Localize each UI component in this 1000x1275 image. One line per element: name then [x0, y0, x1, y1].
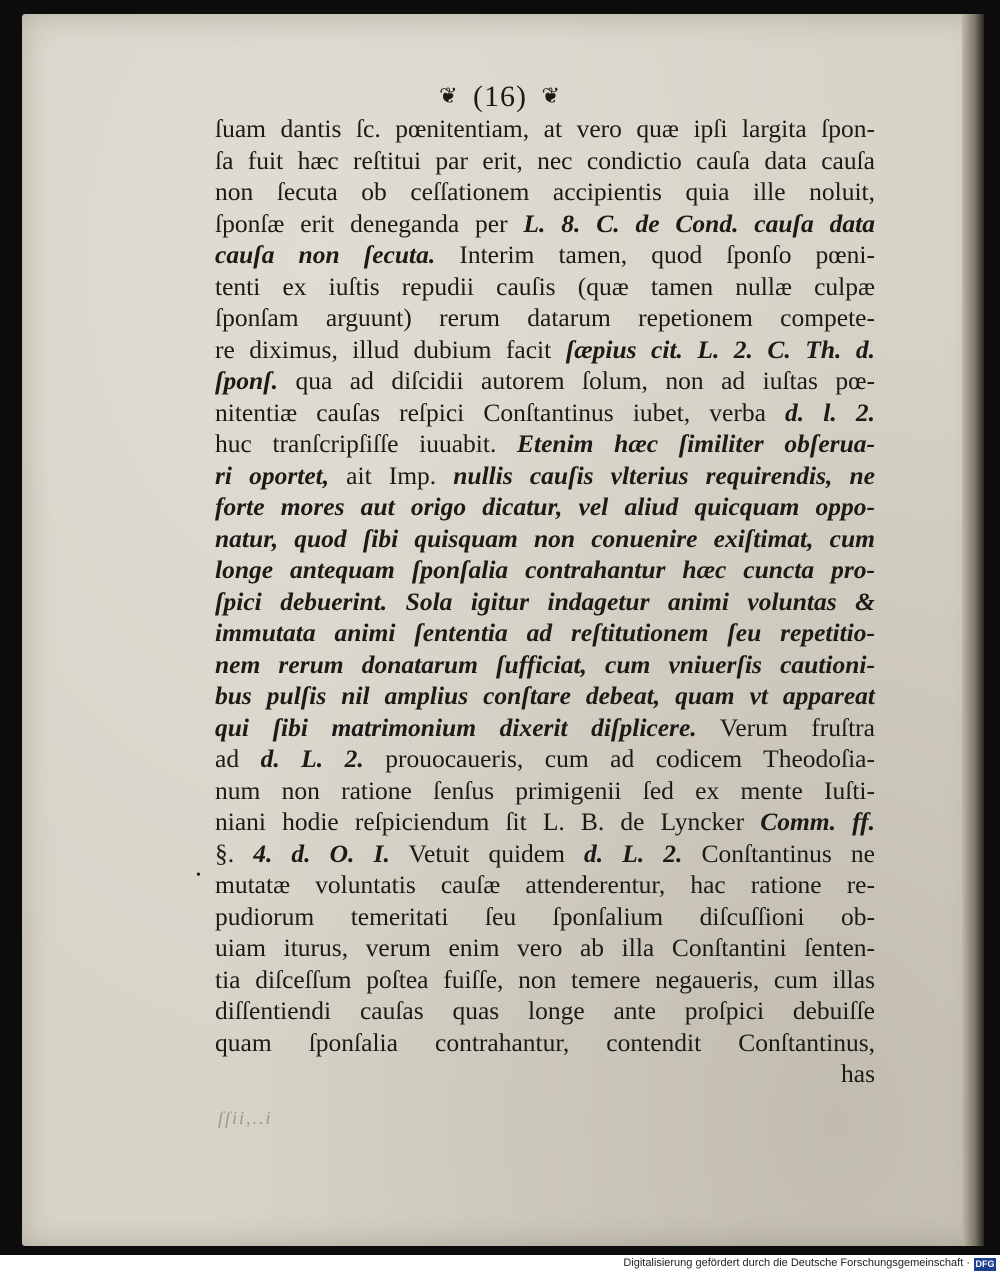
text-line: [215, 680, 875, 712]
text-line: [215, 554, 875, 586]
text-segment: ſa fuit hæc reſtitui par erit, nec condictio cauſa data cauſa: [215, 145, 875, 175]
text-segment: quam ſponſalia contrahantur, contendit Conſtantinus,: [215, 1027, 875, 1057]
italic-text-segment: d. L. 2.: [584, 838, 683, 868]
page-number: (16): [473, 80, 527, 113]
italic-text-segment: d. l. 2.: [785, 397, 875, 427]
text-line: [215, 806, 875, 838]
text-line: [215, 113, 875, 145]
italic-text-segment: immutata animi ſententia ad reſtitutionem ſeu repetitio-: [215, 618, 875, 647]
italic-text-segment: L. 8. C. de Cond. cauſa data: [523, 208, 875, 238]
page-header: [0, 80, 1000, 114]
text-segment: ſponſam arguunt) rerum datarum repetionem compete-: [215, 303, 875, 332]
left-ornament-icon: ❦: [439, 83, 459, 108]
italic-text-segment: bus pulſis nil amplius conſtare debeat, quam vt appareat: [215, 681, 875, 710]
italic-text-segment: ri oportet,: [215, 460, 330, 490]
italic-text-segment: 4. d. O. I.: [253, 838, 390, 868]
text-segment: Conſtantinus ne: [682, 838, 875, 868]
italic-text-segment: Comm. ff.: [760, 807, 875, 836]
text-segment: diſſentiendi cauſas quas longe ante proſpici debuiſſe: [215, 996, 875, 1025]
text-line: [215, 932, 875, 964]
text-segment: huc tranſcripſiſſe iuuabit.: [215, 429, 517, 458]
text-segment: qua ad diſcidii autorem ſolum, non ad iuſtas pœ-: [278, 366, 875, 395]
text-line: [215, 302, 875, 334]
text-segment: ſuam dantis ſc. pœnitentiam, at vero quæ ipſi largita ſpon-: [215, 114, 875, 143]
text-line: [215, 523, 875, 555]
text-line: [215, 271, 875, 303]
body-text: [215, 113, 875, 1090]
text-segment: re diximus, illud dubium facit: [215, 334, 566, 364]
text-segment: prouocaueris, cum ad codicem Theodoſia-: [363, 744, 875, 773]
footer-credit: Digitalisierung gefördert durch die Deutsche Forschungsgemeinschaft ·: [623, 1257, 970, 1269]
text-line: [215, 838, 875, 870]
text-line: [215, 869, 875, 901]
italic-text-segment: ſponſ.: [215, 366, 279, 395]
text-line: [215, 901, 875, 933]
italic-text-segment: nullis cauſis vlterius requirendis, ne: [453, 460, 875, 490]
text-line: [215, 586, 875, 618]
text-line: [215, 239, 875, 271]
text-line: [215, 712, 875, 744]
text-line: [215, 176, 875, 208]
page-edge-shadow: [962, 14, 984, 1246]
text-segment: Vetuit quidem: [389, 838, 585, 868]
italic-text-segment: ſæpius cit. L. 2. C. Th. d.: [565, 334, 875, 364]
margin-mark: •: [196, 868, 201, 883]
italic-text-segment: natur, quod ſibi quisquam non conuenire exiſtimat, cum: [215, 523, 875, 553]
text-line: [215, 964, 875, 996]
footer-bar: [0, 1255, 1000, 1275]
text-line: [215, 491, 875, 523]
italic-text-segment: qui ſibi matrimonium dixerit diſplicere.: [215, 712, 697, 742]
text-segment: tenti ex iuſtis repudii cauſis (quæ tamen nullæ culpæ: [215, 271, 875, 301]
text-line: [215, 334, 875, 366]
dfg-logo: DFG: [975, 1259, 995, 1269]
text-line: [215, 995, 875, 1027]
text-line: [215, 428, 875, 460]
text-line: [215, 397, 875, 429]
text-line: [215, 460, 875, 492]
text-segment: non ſecuta ob ceſſationem accipientis quia ille noluit,: [215, 177, 875, 206]
bleed-through-text: ſſii,..i: [218, 1108, 273, 1128]
text-segment: Verum fruſtra: [696, 712, 875, 742]
text-line: [215, 208, 875, 240]
right-ornament-icon: ❦: [541, 83, 561, 108]
text-segment: ad: [215, 744, 261, 773]
text-line: [215, 365, 875, 397]
italic-text-segment: ſpici debuerint. Sola igitur indagetur animi voluntas &: [215, 586, 875, 616]
text-segment: pudiorum temeritati ſeu ſponſalium diſcuſſioni ob-: [215, 901, 875, 931]
text-segment: Interim tamen, quod ſponſo pœni-: [435, 240, 875, 269]
text-line: [215, 145, 875, 177]
text-segment: nitentiæ cauſas reſpici Conſtantinus iubet, verba: [215, 397, 786, 427]
italic-text-segment: forte mores aut origo dicatur, vel aliud quicquam oppo-: [215, 492, 875, 521]
text-line: [215, 617, 875, 649]
italic-text-segment: nem rerum donatarum ſufficiat, cum vniuerſis cautioni-: [215, 649, 875, 679]
text-line: [215, 743, 875, 775]
italic-text-segment: Etenim hæc ſimiliter obſerua-: [516, 429, 875, 458]
text-line: [215, 1027, 875, 1059]
italic-text-segment: cauſa non ſecuta.: [215, 240, 436, 269]
text-line: [215, 649, 875, 681]
italic-text-segment: longe antequam ſponſalia contrahantur hæc cuncta pro-: [215, 555, 875, 584]
text-segment: ſponſæ erit deneganda per: [215, 208, 524, 238]
text-segment: niani hodie reſpiciendum ſit L. B. de Lyncker: [215, 807, 761, 836]
text-segment: num non ratione ſenſus primigenii ſed ex mente Iuſti-: [215, 775, 875, 805]
catchword: has: [841, 1059, 875, 1088]
text-segment: tia diſceſſum poſtea fuiſſe, non temere negaueris, cum illas: [215, 964, 875, 994]
text-line: [215, 775, 875, 807]
text-segment: uiam iturus, verum enim vero ab illa Conſtantini ſenten-: [215, 933, 875, 962]
text-segment: ait Imp.: [329, 460, 454, 490]
text-segment: §.: [215, 838, 254, 868]
italic-text-segment: d. L. 2.: [260, 744, 364, 773]
text-segment: mutatæ voluntatis cauſæ attenderentur, hac ratione re-: [215, 870, 875, 899]
